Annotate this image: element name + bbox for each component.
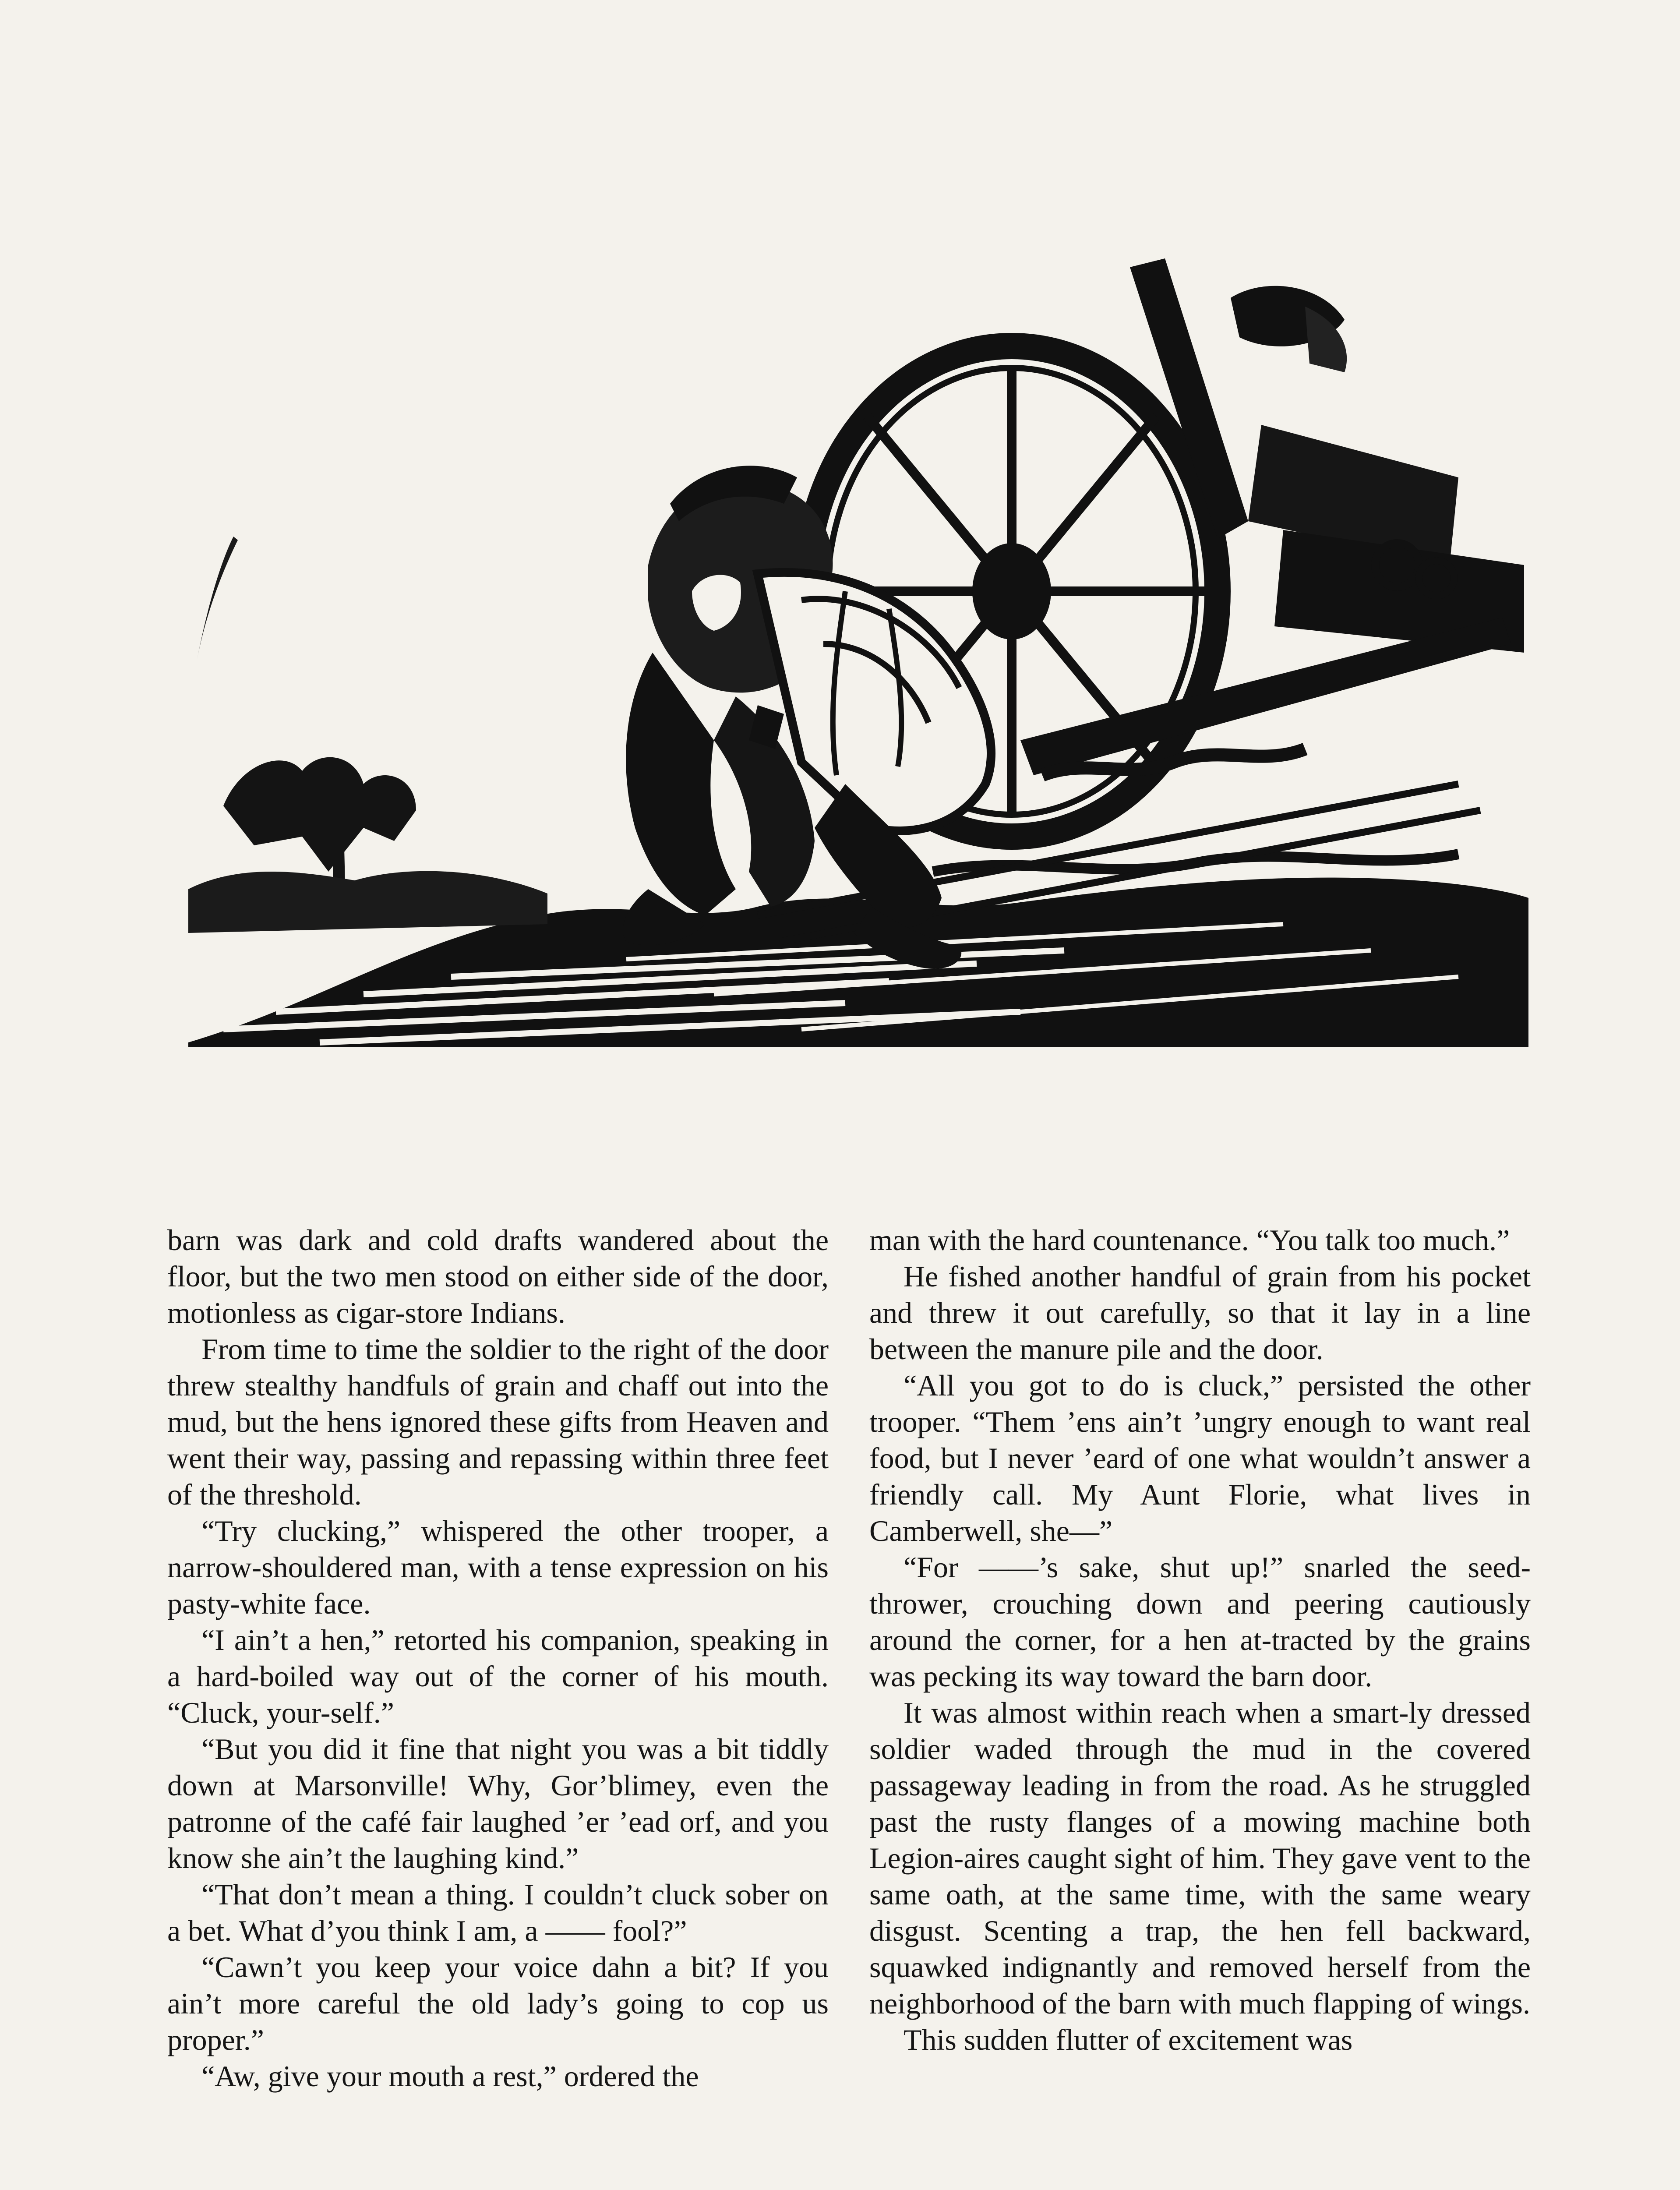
paragraph: “But you did it fine that night you was a bit tiddly down at Marsonville! Why, Gor’blimey, even the patronne of the café fair laughed ’er ’ead orf, and you know she ain’t the laughing kind.” xyxy=(167,1732,829,1875)
text-column-left xyxy=(167,1222,829,2095)
paragraph: “For ——’s sake, shut up!” snarled the seed-thrower, crouching down and peering cautiously around the corner, for a hen at-tracted by the grains was pecking its way toward the barn door. xyxy=(869,1551,1531,1693)
paragraph: “That don’t mean a thing. I couldn’t cluck sober on a bet. What d’you think I am, a —— fool?” xyxy=(167,1878,829,1947)
paragraph: man with the hard countenance. “You talk too much.” xyxy=(869,1223,1510,1257)
paragraph: He fished another handful of grain from his pocket and threw it out carefully, so that it lay in a line between the manure pile and the door. xyxy=(869,1260,1531,1366)
paragraph: This sudden flutter of excitement was xyxy=(904,2023,1353,2056)
paragraph: It was almost within reach when a smart-ly dressed soldier waded through the mud in the covered passageway leading in from the road. As he struggled past the rusty flanges of a mowing machine both Legion-aires caught sight of him. They gave vent to the same oath, at the same time, with the same weary disgust. Scenting a trap, the hen fell backward, squawked indignantly and removed herself from the neighborhood of the barn with much flapping of wings. xyxy=(869,1696,1531,2020)
paragraph: “All you got to do is cluck,” persisted the other trooper. “Them ’ens ain’t ’ungry enough to want real food, but I never ’eard of one what wouldn’t answer a friendly call. My Aunt Florie, what lives in Camberwell, she—” xyxy=(869,1369,1531,1547)
story-illustration xyxy=(188,258,1528,1047)
paragraph: From time to time the soldier to the right of the door threw stealthy handfuls of grain and chaff out into the mud, but the hens ignored these gifts from Heaven and went their way, passing and repassing within three feet of the threshold. xyxy=(167,1332,829,1511)
paragraph: “Cawn’t you keep your voice dahn a bit? If you ain’t more careful the old lady’s going to cop us proper.” xyxy=(167,1950,829,2056)
text-column-right xyxy=(869,1222,1531,2058)
paragraph: barn was dark and cold drafts wandered about the floor, but the two men stood on either side of the door, motionless as cigar-store Indians. xyxy=(167,1223,829,1329)
paragraph: “Try clucking,” whispered the other trooper, a narrow-shouldered man, with a tense expression on his pasty-white face. xyxy=(167,1514,829,1620)
paragraph: “Aw, give your mouth a rest,” ordered the xyxy=(201,2059,699,2093)
paragraph: “I ain’t a hen,” retorted his companion, speaking in a hard-boiled way out of the corner of his mouth. “Cluck, your-self.” xyxy=(167,1623,829,1729)
